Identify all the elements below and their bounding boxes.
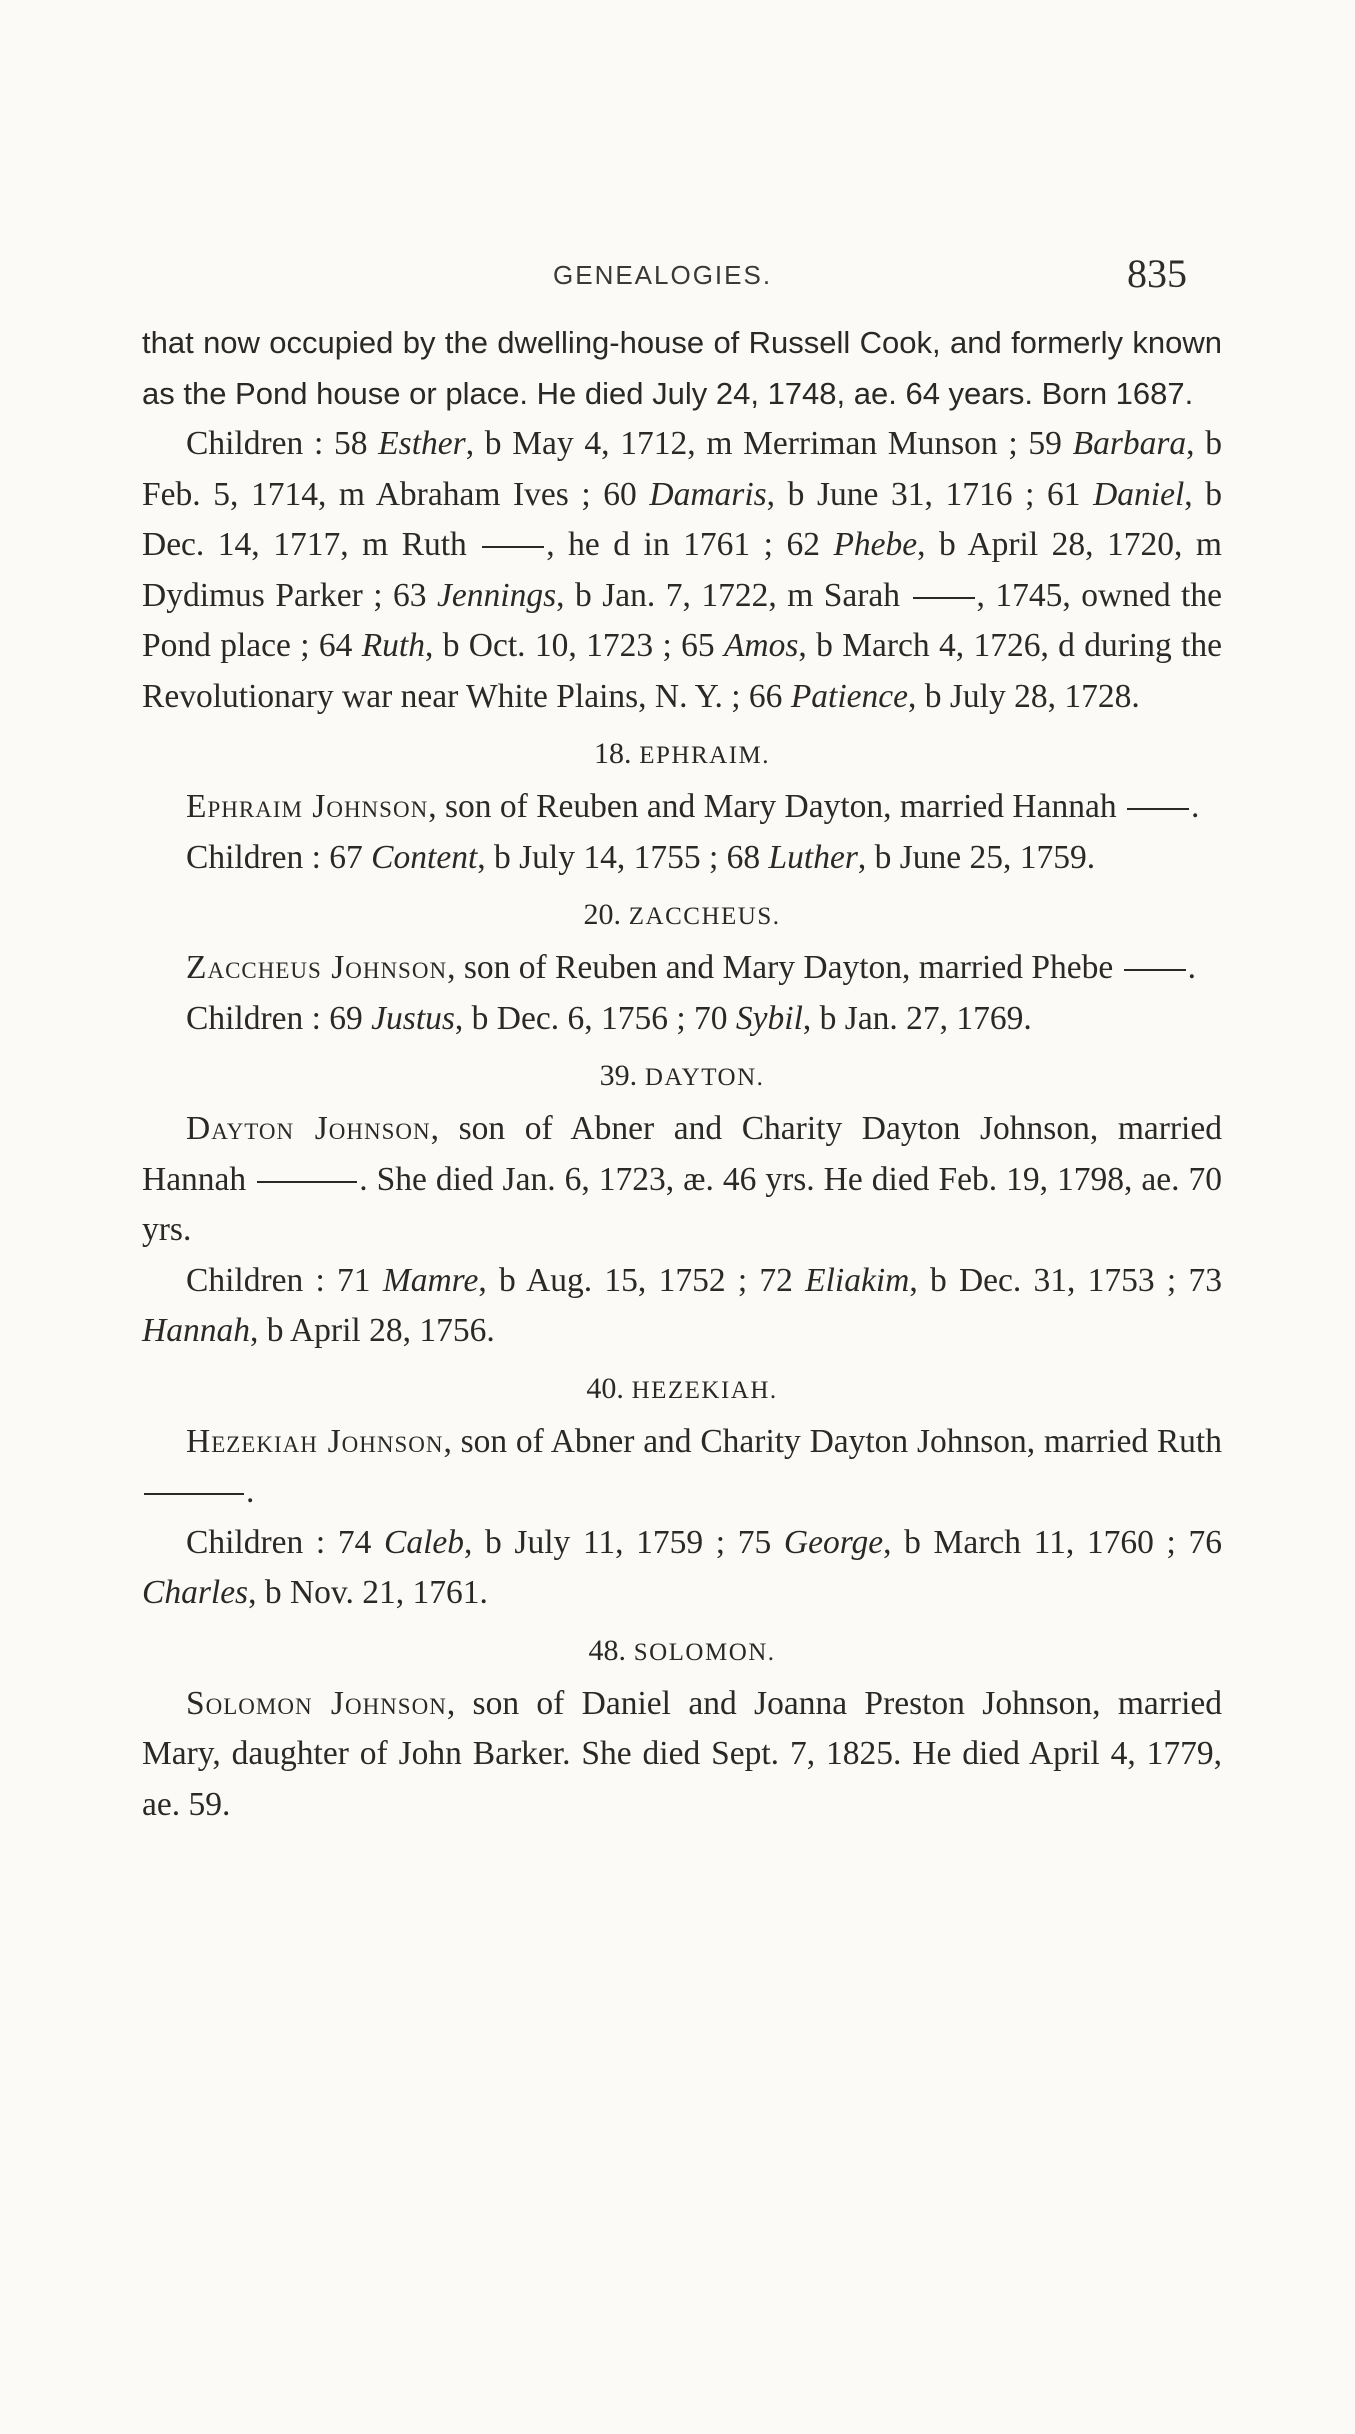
child-name: Justus <box>371 999 455 1037</box>
person-detail: , son of Abner and Charity Dayton Johnson, married Hannah <box>142 1110 1222 1198</box>
heading-number: 18. <box>593 737 632 770</box>
child-detail: , 1745, owned the Pond place ; 64 <box>142 576 1222 664</box>
blank-dash <box>482 546 544 548</box>
child-detail: , b Jan. 7, 1722, m Sarah <box>556 576 911 614</box>
heading-name: HEZEKIAH. <box>631 1376 778 1404</box>
child-detail: , b July 28, 1728. <box>908 677 1140 715</box>
child-detail: , b June 31, 1716 ; 61 <box>766 475 1094 513</box>
person-name: Dayton Johnson <box>186 1110 431 1147</box>
child-name: Damaris <box>649 475 767 513</box>
children-lead: Children : 71 <box>186 1261 383 1299</box>
child-name: Eliakim <box>805 1261 910 1299</box>
heading-name: EPHRAIM. <box>639 742 770 769</box>
child-detail: , b Jan. 27, 1769. <box>802 999 1032 1037</box>
child-name: Ruth <box>361 627 425 664</box>
child-name: Luther <box>768 838 858 876</box>
page-number: 835 <box>1127 251 1187 296</box>
child-name: Patience <box>790 677 908 715</box>
section-heading-dayton <box>142 1050 1222 1104</box>
children-58-66-paragraph <box>142 419 1222 722</box>
solomon-paragraph <box>142 1679 1222 1831</box>
section-heading-hezekiah <box>142 1363 1222 1417</box>
child-name: Phebe <box>833 526 918 563</box>
child-detail: , b March 11, 1760 ; 76 <box>883 1523 1222 1561</box>
children-lead: Children : 69 <box>186 999 372 1037</box>
children-lead: Children : 58 <box>186 425 379 462</box>
zaccheus-children <box>142 994 1222 1045</box>
children-lead: Children : 67 <box>186 838 372 876</box>
child-detail: , b April 28, 1756. <box>249 1312 495 1349</box>
blank-dash <box>1127 808 1189 810</box>
child-name: Barbara <box>1072 425 1187 462</box>
zaccheus-paragraph <box>142 943 1222 994</box>
person-detail: , son of Abner and Charity Dayton Johnson, married Ruth <box>443 1422 1222 1460</box>
heading-number: 40. <box>586 1371 624 1405</box>
child-detail: , b Dec. 14, 1717, m Ruth <box>142 475 1222 563</box>
person-detail-end: . <box>246 1473 255 1510</box>
blank-dash <box>913 597 975 599</box>
child-name: Content <box>371 838 478 876</box>
child-detail: , b March 4, 1726, d during the Revolutionary war near White Plains, N. Y. ; 66 <box>142 627 1222 715</box>
section-heading-zaccheus <box>142 889 1222 943</box>
child-name: Mamre <box>382 1261 479 1299</box>
person-detail: , son of Daniel and Joanna Preston Johnson, married Mary, daughter of John Barker. She died Sept. 7, 1825. He died April 4, 1779, ae. 59. <box>142 1684 1223 1823</box>
heading-number: 20. <box>583 898 622 931</box>
child-detail: , b Aug. 15, 1752 ; 72 <box>478 1261 806 1299</box>
blank-dash <box>144 1493 244 1495</box>
hezekiah-children <box>142 1518 1222 1619</box>
body-text <box>142 318 1222 1830</box>
person-detail-end: . <box>1187 949 1196 986</box>
person-name: Zaccheus Johnson <box>186 949 448 986</box>
dayton-children <box>142 1256 1222 1357</box>
intro-text: that now occupied by the dwelling-house of Russell Cook, and formerly known as the Pond house or place. He died July 24, 1748, ae. 64 years. Born 1687. <box>142 325 1222 411</box>
child-name: Caleb <box>383 1523 464 1561</box>
child-name: Esther <box>378 425 466 462</box>
intro-paragraph <box>142 318 1222 419</box>
person-detail: , son of Reuben and Mary Dayton, married Hannah <box>428 788 1125 825</box>
child-detail: , b Oct. 10, 1723 ; 65 <box>425 627 724 664</box>
hezekiah-paragraph <box>142 1417 1222 1518</box>
children-lead: Children : 74 <box>186 1523 384 1561</box>
child-name: Daniel <box>1093 475 1185 513</box>
child-detail: , b Nov. 21, 1761. <box>248 1574 488 1611</box>
person-name: Solomon Johnson <box>186 1684 447 1722</box>
child-name: Sybil <box>735 999 803 1037</box>
person-detail: , son of Reuben and Mary Dayton, married Phebe <box>447 949 1122 986</box>
dayton-paragraph <box>142 1104 1222 1256</box>
child-detail: , b July 14, 1755 ; 68 <box>477 838 769 876</box>
section-heading-solomon <box>142 1625 1222 1679</box>
ephraim-paragraph <box>142 782 1222 833</box>
child-name: Charles <box>142 1574 249 1611</box>
child-detail: , b April 28, 1720, m Dydimus Parker ; 63 <box>142 526 1222 614</box>
person-detail-end: . She died Jan. 6, 1723, æ. 46 yrs. He died Feb. 19, 1798, ae. 70 yrs. <box>142 1160 1222 1248</box>
child-name: Jennings <box>437 576 557 614</box>
child-detail: , b June 25, 1759. <box>857 838 1096 876</box>
running-title: GENEALOGIES. <box>553 260 773 290</box>
child-name: George <box>783 1523 884 1561</box>
page-header <box>0 250 1355 310</box>
child-name: Amos <box>723 627 799 664</box>
heading-name: ZACCHEUS. <box>628 903 781 930</box>
ephraim-children <box>142 833 1222 884</box>
person-name: Ephraim Johnson <box>186 788 429 825</box>
child-detail: , b Dec. 6, 1756 ; 70 <box>454 999 736 1037</box>
child-name: Hannah <box>142 1312 250 1349</box>
blank-dash <box>1124 969 1186 971</box>
heading-number: 39. <box>599 1059 638 1092</box>
child-detail: , he d in 1761 ; 62 <box>546 526 834 563</box>
child-detail: , b Dec. 31, 1753 ; 73 <box>909 1261 1222 1299</box>
person-name: Hezekiah Johnson <box>186 1422 444 1460</box>
heading-name: SOLOMON. <box>633 1638 776 1666</box>
blank-dash <box>257 1181 357 1183</box>
child-detail: , b Feb. 5, 1714, m Abraham Ives ; 60 <box>142 425 1223 513</box>
person-detail-end: . <box>1190 788 1200 825</box>
section-heading-ephraim <box>142 728 1222 782</box>
heading-name: DAYTON. <box>644 1064 765 1091</box>
heading-number: 48. <box>588 1633 626 1667</box>
child-detail: , b May 4, 1712, m Merriman Munson ; 59 <box>465 425 1073 462</box>
child-detail: , b July 11, 1759 ; 75 <box>464 1523 784 1561</box>
